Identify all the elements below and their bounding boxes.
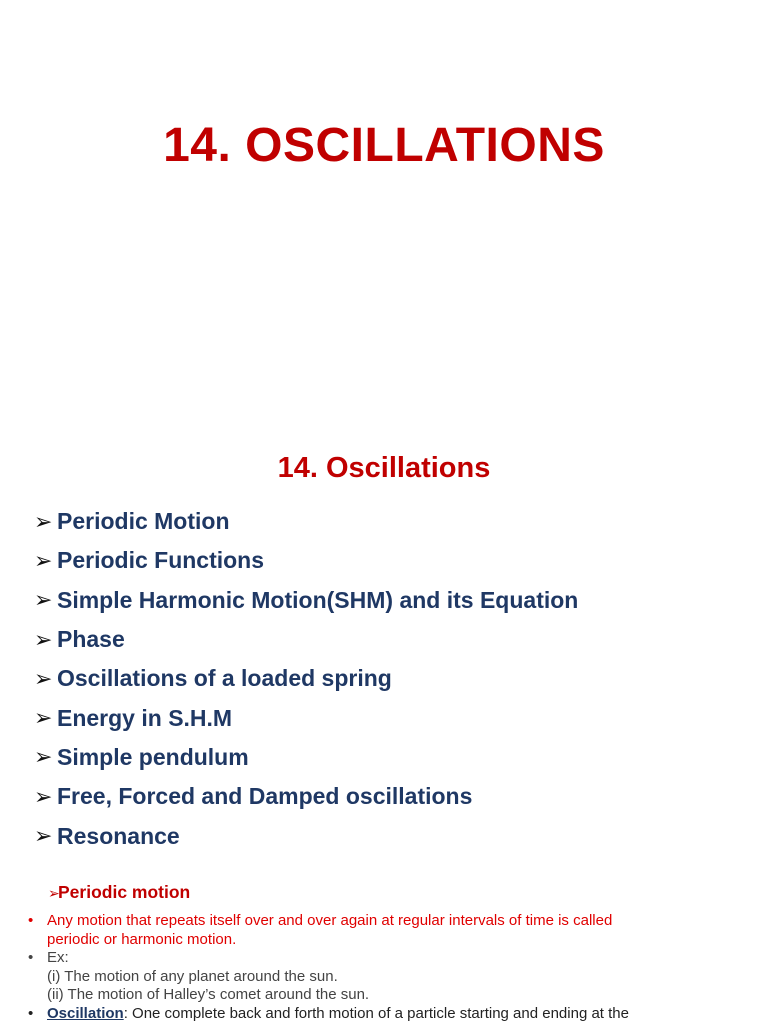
example-2: (ii) The motion of Halley’s comet around the sun.: [47, 986, 370, 1003]
topic-item: [34, 816, 578, 855]
topic-label: Resonance: [57, 822, 180, 849]
topic-item: [34, 502, 578, 541]
definition-continuation: [28, 931, 629, 950]
slide-body: [28, 912, 629, 1023]
definition-bullet: [28, 912, 629, 931]
oscillation-term: Oscillation: [47, 1004, 124, 1022]
example-bullet: [28, 949, 629, 968]
topic-item: [34, 738, 578, 777]
arrow-bullet-icon: ➢: [34, 508, 53, 534]
arrow-bullet-icon: ➢: [34, 744, 53, 770]
topic-item: [34, 581, 578, 620]
bullet-dot-icon: •: [28, 1004, 34, 1022]
topic-item: [34, 659, 578, 698]
example-line: [28, 986, 629, 1005]
topic-item: [34, 698, 578, 737]
topic-label: Free, Forced and Damped oscillations: [57, 783, 473, 810]
slide-periodic-motion: [0, 870, 768, 1024]
oscillation-bullet: [28, 1005, 629, 1024]
topic-label: Periodic Functions: [57, 547, 265, 574]
bullet-dot-icon: •: [28, 912, 34, 929]
definition-line-2: periodic or harmonic motion.: [47, 930, 237, 948]
topic-list: [34, 502, 578, 856]
slide-title: [0, 0, 768, 420]
topic-label: Phase: [57, 626, 125, 653]
topic-item: [34, 620, 578, 659]
arrow-bullet-icon: ➢: [34, 587, 53, 613]
arrow-bullet-icon: ➢: [48, 885, 60, 901]
arrow-bullet-icon: ➢: [34, 705, 53, 731]
periodic-motion-heading: [48, 882, 190, 903]
main-title: 14. OSCILLATIONS: [163, 119, 605, 172]
topic-item: [34, 541, 578, 580]
arrow-bullet-icon: ➢: [34, 626, 53, 652]
arrow-bullet-icon: ➢: [34, 823, 53, 849]
oscillation-definition: : One complete back and forth motion of a particle starting and ending at the: [123, 1004, 629, 1022]
heading-label: Periodic motion: [58, 882, 191, 902]
slide-topics: [0, 420, 768, 860]
example-1: (i) The motion of any planet around the sun.: [47, 967, 338, 985]
topic-item: [34, 777, 578, 816]
example-label: Ex:: [47, 949, 69, 966]
bullet-dot-icon: •: [28, 949, 34, 966]
arrow-bullet-icon: ➢: [34, 547, 53, 573]
topic-label: Energy in S.H.M: [57, 704, 233, 731]
arrow-bullet-icon: ➢: [34, 665, 53, 691]
topic-label: Oscillations of a loaded spring: [57, 665, 392, 692]
section-title: 14. Oscillations: [277, 452, 491, 484]
definition-line-1: Any motion that repeats itself over and over again at regular intervals of time is called: [47, 912, 613, 929]
topic-label: Simple pendulum: [57, 743, 249, 770]
topic-label: Simple Harmonic Motion(SHM) and its Equation: [57, 586, 579, 613]
arrow-bullet-icon: ➢: [34, 783, 53, 809]
topic-label: Periodic Motion: [57, 508, 230, 535]
example-line: [28, 968, 629, 987]
